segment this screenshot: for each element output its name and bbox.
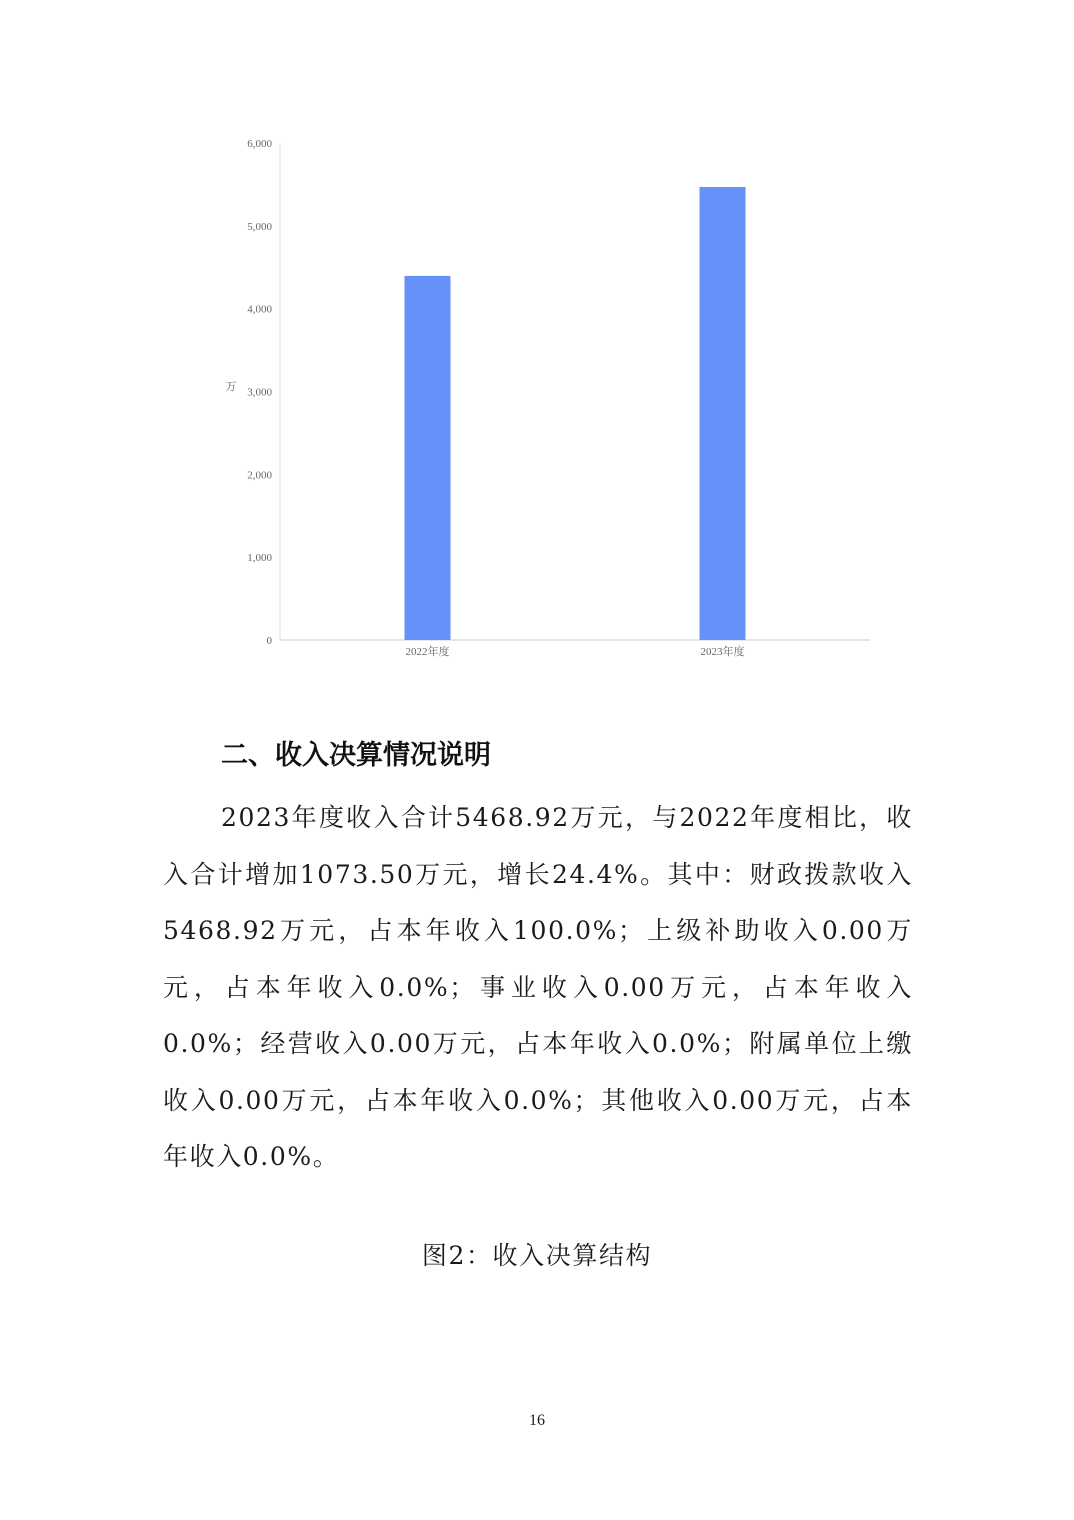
bars bbox=[405, 187, 746, 640]
income-summary-paragraph: 2023年度收入合计5468.92万元，与2022年度相比，收入合计增加1073.50万元，增长24.4%。其中：财政拨款收入5468.92万元，占本年收入100.0%；上级补助收入0.00万元，占本年收入0.0%；事业收入0.00万元，占本年收入0.0%；经营收入0.00万元，占本年收入0.0%；附属单位上缴收入0.00万元，占本年收入0.0%；其他收入0.00万元，占本年收入0.0%。 bbox=[163, 803, 913, 1171]
page-number: 16 bbox=[529, 1412, 545, 1429]
y-tick-label: 1,000 bbox=[247, 552, 272, 565]
y-axis-ticks bbox=[247, 138, 272, 647]
y-tick-label: 6,000 bbox=[247, 138, 272, 150]
income-comparison-bar-chart bbox=[0, 0, 1074, 700]
x-axis-ticks bbox=[406, 644, 745, 658]
y-tick-label: 0 bbox=[266, 635, 272, 647]
y-tick-label: 2,000 bbox=[247, 469, 272, 482]
bar-2 bbox=[700, 187, 746, 640]
y-tick-label: 4,000 bbox=[247, 303, 272, 316]
y-tick-label: 5,000 bbox=[247, 220, 272, 233]
y-tick-label: 3,000 bbox=[247, 386, 272, 399]
figure-caption: 图2：收入决算结构 bbox=[421, 1241, 653, 1270]
section-heading: 二、收入决算情况说明 bbox=[221, 740, 491, 771]
x-tick-label: 2023年度 bbox=[700, 646, 745, 658]
bar-1 bbox=[405, 276, 451, 640]
y-axis-label: 万 bbox=[225, 381, 237, 393]
x-tick-label: 2022年度 bbox=[405, 646, 450, 658]
